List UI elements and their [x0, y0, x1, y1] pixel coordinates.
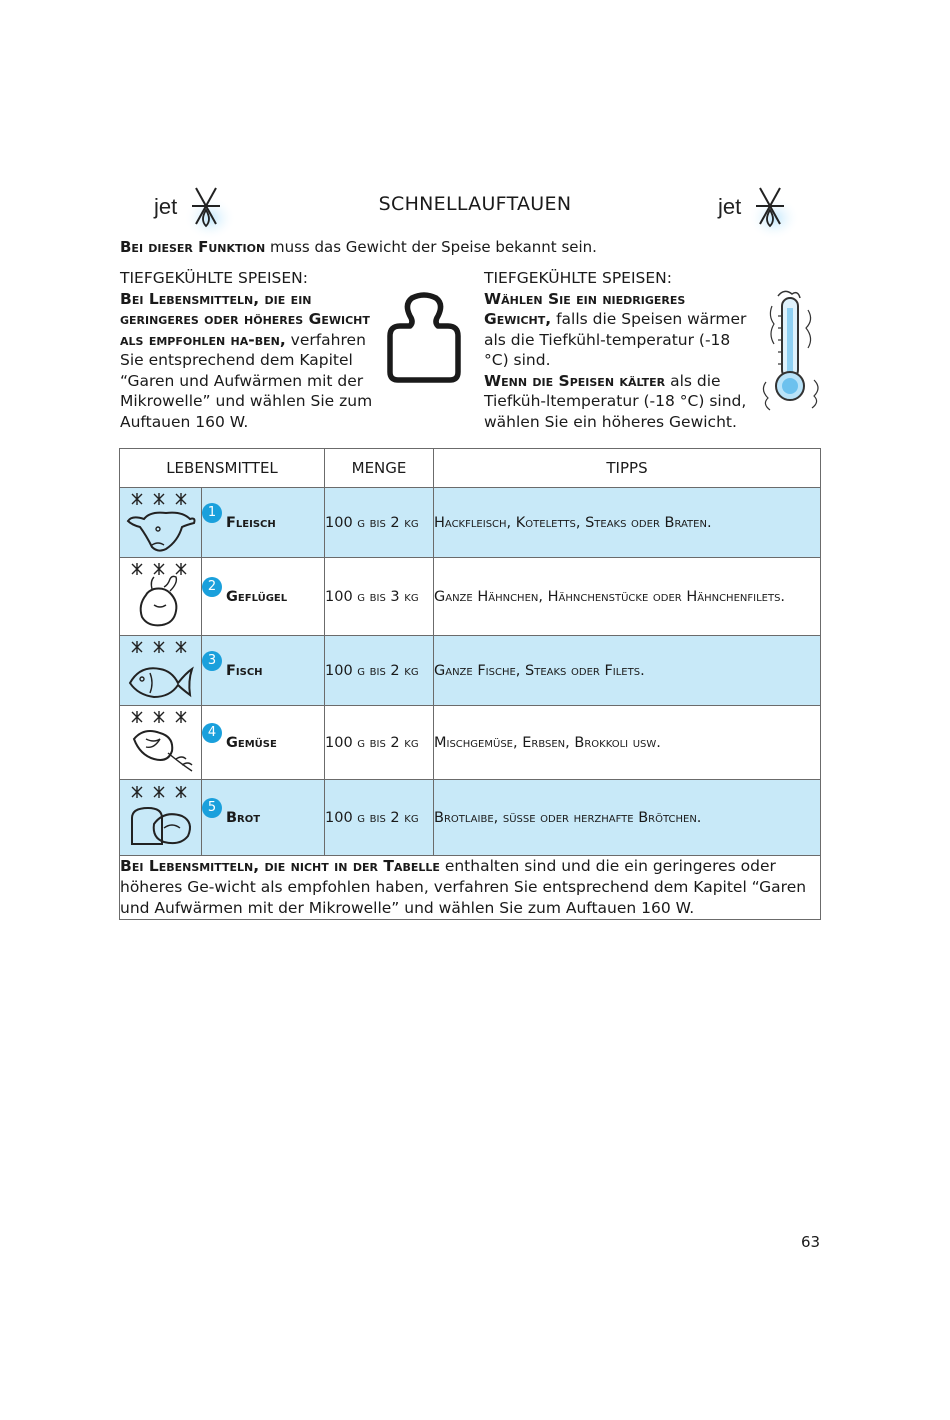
bread-icon: [124, 784, 198, 852]
left-lead: Bei Lebensmitteln, die ein geringeres oder höheres Gewicht als empfohlen ha-ben,: [120, 289, 370, 349]
row-tip: Brotlaibe, süsse oder herzhafte Brötchen.: [434, 780, 821, 856]
page-number: 63: [801, 1233, 821, 1251]
right-heading: TIEFGEKÜHLTE SPEISEN:: [484, 269, 672, 287]
qty-unit-min: g bis: [357, 809, 386, 826]
vegetable-icon: [124, 709, 198, 777]
svg-text:jet: jet: [718, 194, 742, 219]
row-quantity: [325, 636, 434, 706]
footer-lead: Bei Lebensmitteln, die nicht in der Tabelle: [120, 857, 440, 875]
qty-unit-min: g bis: [357, 734, 386, 751]
qty-unit-min: g bis: [357, 588, 386, 605]
chicken-icon: [124, 561, 198, 633]
left-column: [120, 268, 390, 432]
row-number-badge: 3: [202, 651, 222, 671]
table-row: [120, 558, 821, 636]
qty-min: 100: [325, 734, 353, 751]
left-paragraph: [120, 289, 390, 433]
right-paragraph-1: [484, 289, 756, 371]
row-quantity: [325, 558, 434, 636]
qty-max: 2: [390, 514, 400, 531]
qty-unit-max: kg: [404, 734, 419, 751]
table-row: [120, 706, 821, 780]
row-quantity: [325, 488, 434, 558]
weight-icon: [386, 292, 462, 384]
frozen-thermometer-icon: [758, 286, 824, 416]
footer-rest: enthalten sind und die ein geringeres oder höheres Ge-wicht als empfohlen haben, verfahren Sie entsprechend dem Kapitel “Garen und Aufwärmen mit der Mikrowelle” und wählen Sie zum Auftauen 160 W.: [120, 857, 807, 917]
page-title: SCHNELLAUFTAUEN: [378, 193, 572, 215]
qty-unit-min: g bis: [357, 514, 386, 531]
jet-defrost-logo-icon: [714, 180, 804, 240]
row-tip: Ganze Fische, Steaks oder Filets.: [434, 636, 821, 706]
qty-unit-max: kg: [404, 514, 419, 531]
qty-max: 2: [390, 809, 400, 826]
right-p2-lead: Wenn die Speisen kälter: [484, 371, 666, 390]
right-p1-lead: Wählen Sie ein niedrigeres Gewicht,: [484, 289, 686, 328]
row-number-badge: 5: [202, 798, 222, 818]
row-number-badge: 2: [202, 577, 222, 597]
qty-min: 100: [325, 588, 353, 605]
row-food-name: Gemüse: [226, 734, 277, 751]
qty-max: 2: [390, 734, 400, 751]
intro-lead: Bei dieser Funktion: [120, 238, 266, 256]
qty-unit-min: g bis: [357, 662, 386, 679]
table-row: [120, 488, 821, 558]
qty-min: 100: [325, 809, 353, 826]
row-number-badge: 1: [202, 503, 222, 523]
header-tips: TIPPS: [434, 449, 821, 488]
qty-unit-max: kg: [404, 662, 419, 679]
right-column: [484, 268, 756, 432]
qty-max: 2: [390, 662, 400, 679]
header-quantity: MENGE: [325, 449, 434, 488]
row-tip: Hackfleisch, Koteletts, Steaks oder Braten.: [434, 488, 821, 558]
svg-text:jet: jet: [154, 194, 178, 219]
qty-min: 100: [325, 514, 353, 531]
left-heading: TIEFGEKÜHLTE SPEISEN:: [120, 269, 308, 287]
table-footer-note: [120, 856, 821, 920]
row-food-name: Fleisch: [226, 514, 276, 531]
row-food-name: Geflügel: [226, 588, 288, 605]
intro-text: [120, 238, 597, 256]
intro-rest: muss das Gewicht der Speise bekannt sein.: [265, 238, 597, 256]
defrost-table: [119, 448, 821, 920]
qty-unit-max: kg: [404, 588, 419, 605]
header-food: LEBENSMITTEL: [120, 449, 325, 488]
qty-min: 100: [325, 662, 353, 679]
right-p2-rest: als die Tiefküh-ltemperatur (-18 °C) sind, wählen Sie ein höheres Gewicht.: [484, 371, 747, 431]
left-rest: verfahren Sie entsprechend dem Kapitel “Garen und Aufwärmen mit der Mikrowelle” und wählen Sie zum Auftauen 160 W.: [120, 330, 373, 431]
table-header-row: [120, 449, 821, 488]
fish-icon: [124, 639, 198, 703]
row-quantity: [325, 780, 434, 856]
table-row: [120, 636, 821, 706]
cow-head-icon: [124, 491, 198, 555]
qty-max: 3: [390, 588, 400, 605]
table-footer-row: [120, 856, 821, 920]
row-tip: Mischgemüse, Erbsen, Brokkoli usw.: [434, 706, 821, 780]
row-tip: Ganze Hähnchen, Hähnchenstücke oder Hähnchenfilets.: [434, 558, 821, 636]
row-number-badge: 4: [202, 723, 222, 743]
row-food-name: Fisch: [226, 662, 263, 679]
row-food-name: Brot: [226, 809, 261, 826]
table-row: [120, 780, 821, 856]
qty-unit-max: kg: [404, 809, 419, 826]
row-quantity: [325, 706, 434, 780]
right-paragraph-2: [484, 371, 756, 433]
right-p1-rest: falls die Speisen wärmer als die Tiefkühl-temperatur (-18 °C) sind.: [484, 310, 747, 369]
